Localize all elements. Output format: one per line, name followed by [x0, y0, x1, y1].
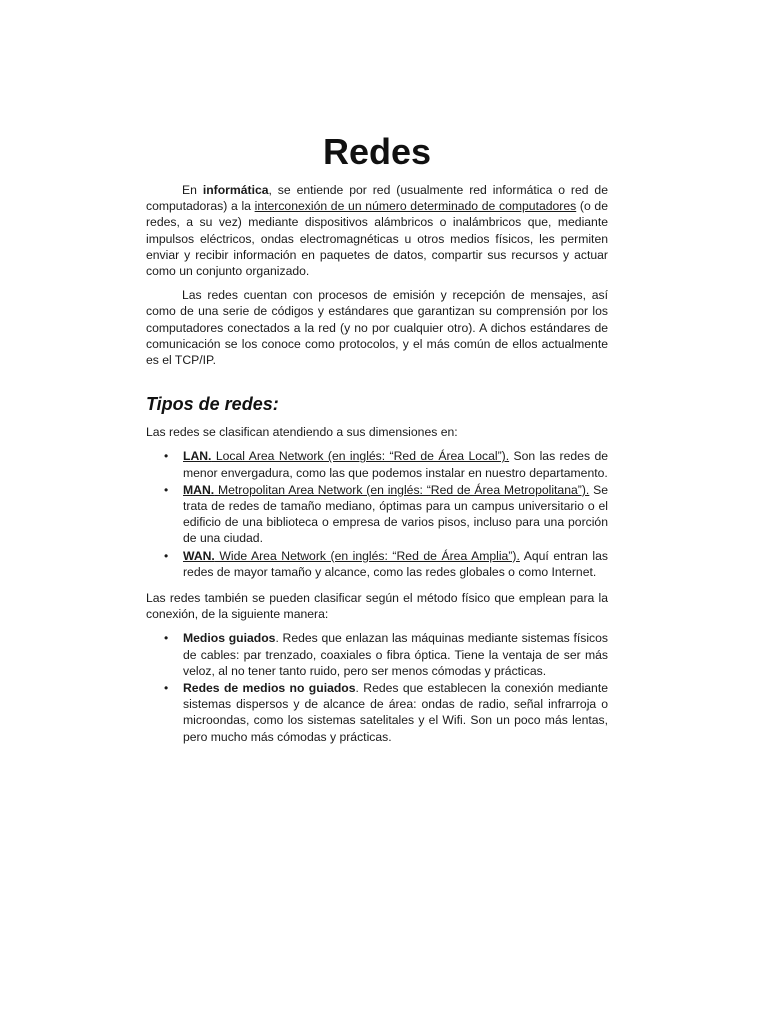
- bullet-icon: •: [164, 631, 169, 646]
- list-item-term: MAN.: [183, 482, 215, 497]
- interconnection-link[interactable]: interconexión de un número determinado de computadores: [254, 199, 577, 214]
- intro-paragraph-2: Las redes cuentan con procesos de emisión y recepción de mensajes, así como de una serie de códigos y estándares que garantizan su comprensión por los computadores conectados a la red (y no por cualquier otro). A dichos estándares de comunicación se los conoce como protocolos, y el más común de ellos actualmente es el TCP/IP.: [146, 288, 608, 368]
- section-lead: Las redes se clasifican atendiendo a sus dimensiones en:: [146, 425, 458, 440]
- dimension-list: [146, 448, 608, 580]
- list-item-text: Son las redes de menor envergadura, como las que podemos instalar en nuestro departamento.: [183, 449, 608, 480]
- list-item-term-definition[interactable]: [183, 449, 509, 463]
- list-item: [164, 548, 608, 580]
- list-item: [164, 482, 609, 547]
- list-item-text: . Redes que enlazan las máquinas mediante sistemas físicos de cables: par trenzado, coaxiales o fibra óptica. Tiene la ventaja de ser más veloz, al no tener tanto ruido, pero ser menos cómodas y prácticas.: [183, 631, 609, 678]
- list-item-text: . Redes que establecen la conexión mediante sistemas dispersos y de alcance de área: ondas de radio, señal infrarroja o microondas, como los sistemas satelitales y el Wifi. Son un poco más lentas, pero mucho más cómodas y prácticas.: [183, 681, 608, 744]
- bullet-icon: •: [164, 482, 169, 497]
- list-item-term-definition[interactable]: [183, 483, 589, 497]
- bullet-icon: •: [164, 449, 169, 464]
- list-item-term-definition[interactable]: [183, 549, 520, 563]
- list-item-text: Se trata de redes de tamaño mediano, óptimas para un campus universitario o el edificio de una biblioteca o empresa de varios pisos, incluso para una porción de una ciudad.: [183, 482, 609, 546]
- list-item: [164, 630, 609, 679]
- document-page: [146, 128, 608, 755]
- list-item-term: WAN.: [183, 548, 215, 563]
- list-item-definition: Wide Area Network (en inglés: “Red de Área Amplia”).: [214, 548, 520, 563]
- list-item-text: Aquí entran las redes de mayor tamaño y alcance, como las redes globales o como Internet.: [183, 548, 608, 579]
- intro-paragraph-1: [146, 182, 608, 279]
- section-lead-2: Las redes también se pueden clasificar según el método físico que emplean para la conexión, de la siguiente manera:: [146, 591, 608, 622]
- list-item-term: LAN.: [183, 449, 212, 464]
- list-item-term: Medios guiados: [183, 631, 276, 646]
- bullet-icon: •: [164, 681, 169, 696]
- intro-text: (o de redes, a su vez) mediante dispositivos alámbricos o inalámbricos que, mediante impulsos eléctricos, ondas electromagnéticas u otros medios físicos, les permiten enviar y recibir información en paquetes de datos, compartir sus recursos y actuar como un conjunto organizado.: [146, 199, 608, 279]
- list-item: [164, 680, 608, 745]
- list-item: [164, 448, 608, 480]
- intro-text: En: [182, 183, 203, 197]
- list-item-definition: Metropolitan Area Network (en inglés: “Red de Área Metropolitana”).: [214, 482, 590, 497]
- intro-text: , se entiende por red (usualmente red informática o red de computadoras) a la: [146, 183, 608, 214]
- list-item-term: Redes de medios no guiados: [183, 681, 356, 696]
- keyword-informatica: informática: [202, 183, 269, 197]
- list-item-definition: Local Area Network (en inglés: “Red de Área Local”).: [211, 449, 510, 464]
- bullet-icon: •: [164, 548, 169, 563]
- method-list: [146, 630, 608, 744]
- page-title: Redes: [322, 131, 432, 172]
- section-heading: Tipos de redes:: [146, 394, 279, 415]
